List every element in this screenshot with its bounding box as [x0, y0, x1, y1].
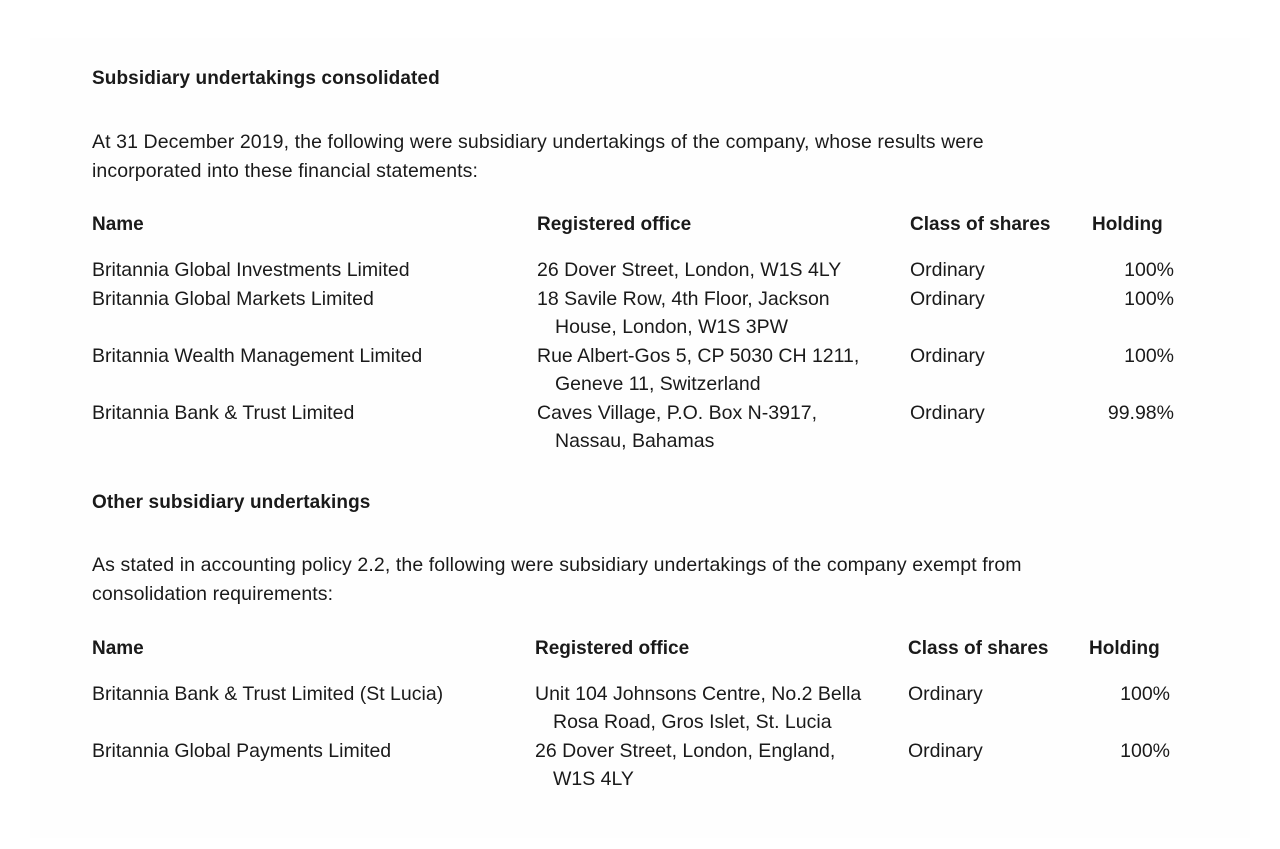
office-line: 26 Dover Street, London, W1S 4LY [537, 259, 842, 281]
table-row-class: Ordinary [910, 345, 985, 367]
table-row-registered-office [535, 737, 835, 793]
column-header-class-of-shares: Class of shares [910, 214, 1051, 235]
office-line: Caves Village, P.O. Box N-3917, [537, 402, 818, 424]
table-row-name: Britannia Global Payments Limited [92, 740, 392, 762]
column-header-holding: Holding [1089, 638, 1160, 659]
table-row-holding: 100% [1120, 740, 1170, 762]
table-row-registered-office [535, 680, 861, 736]
intro-line: As stated in accounting policy 2.2, the following were subsidiary undertakings of the company exempt from [92, 554, 1022, 576]
office-line: W1S 4LY [553, 768, 634, 790]
intro-line: consolidation requirements: [92, 583, 334, 605]
column-header-name: Name [92, 214, 144, 235]
table-row-registered-office [537, 285, 830, 341]
column-header-name: Name [92, 638, 144, 659]
intro-paragraph-other [92, 551, 1152, 609]
table-row-class: Ordinary [910, 402, 985, 424]
table-row-registered-office [537, 256, 841, 284]
office-line: Rosa Road, Gros Islet, St. Lucia [553, 711, 832, 733]
office-line: Rue Albert-Gos 5, CP 5030 CH 1211, [537, 345, 860, 367]
column-header-holding: Holding [1092, 214, 1163, 235]
table-row-class: Ordinary [910, 259, 985, 281]
table-row-registered-office [537, 399, 817, 455]
intro-line: At 31 December 2019, the following were subsidiary undertakings of the company, whose results were [92, 131, 984, 153]
column-header-registered-office: Registered office [537, 214, 692, 235]
column-header-registered-office: Registered office [535, 638, 690, 659]
table-row-holding: 99.98% [1107, 402, 1174, 424]
office-line: Geneve 11, Switzerland [555, 373, 761, 395]
office-line: 18 Savile Row, 4th Floor, Jackson [537, 288, 830, 310]
table-row-class: Ordinary [908, 683, 983, 705]
table-row-registered-office [537, 342, 859, 398]
section-heading-consolidated: Subsidiary undertakings consolidated [92, 68, 440, 89]
table-row-holding: 100% [1120, 683, 1170, 705]
intro-line: incorporated into these financial statements: [92, 160, 479, 182]
table-row-holding: 100% [1124, 288, 1174, 310]
section-heading-other: Other subsidiary undertakings [92, 492, 371, 513]
office-line: Unit 104 Johnsons Centre, No.2 Bella [535, 683, 862, 705]
table-row-class: Ordinary [908, 740, 983, 762]
office-line: 26 Dover Street, London, England, [535, 740, 836, 762]
table-row-holding: 100% [1124, 345, 1174, 367]
table-row-holding: 100% [1124, 259, 1174, 281]
office-line: House, London, W1S 3PW [555, 316, 789, 338]
intro-paragraph-consolidated [92, 128, 1152, 186]
table-row-class: Ordinary [910, 288, 985, 310]
column-header-class-of-shares: Class of shares [908, 638, 1049, 659]
table-row-name: Britannia Global Investments Limited [92, 259, 410, 281]
table-row-name: Britannia Bank & Trust Limited (St Lucia) [92, 683, 444, 705]
table-row-name: Britannia Global Markets Limited [92, 288, 374, 310]
office-line: Nassau, Bahamas [555, 430, 715, 452]
table-row-name: Britannia Bank & Trust Limited [92, 402, 355, 424]
table-row-name: Britannia Wealth Management Limited [92, 345, 423, 367]
